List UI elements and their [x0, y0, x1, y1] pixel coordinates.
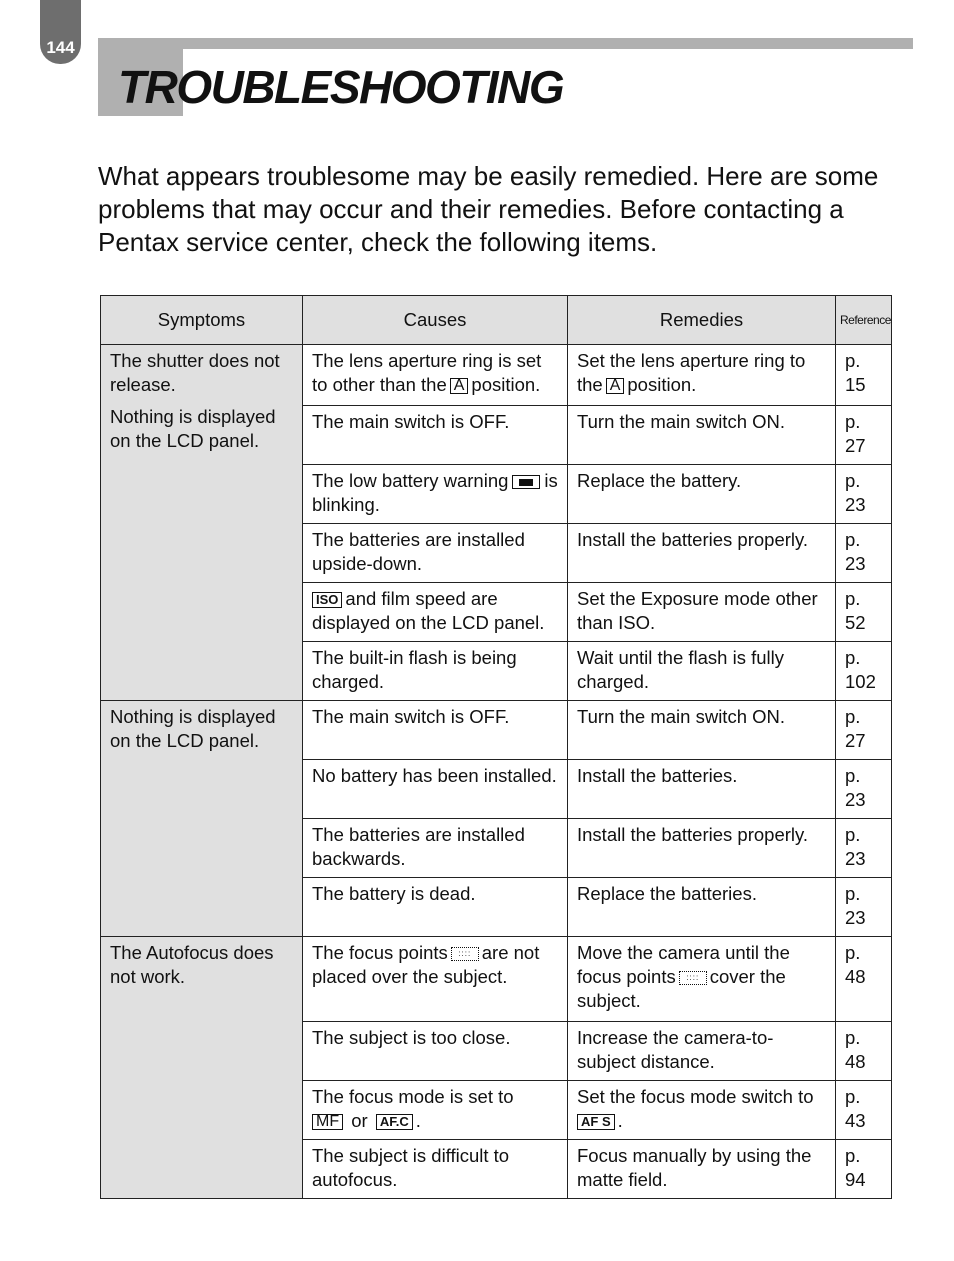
remedy-cell — [568, 345, 836, 406]
header-bar — [98, 38, 913, 49]
symptom-cell — [101, 701, 303, 937]
iso-icon: ISO — [312, 592, 342, 608]
afs-icon: AF S — [577, 1114, 615, 1130]
intro-paragraph: What appears troublesome may be easily remedied. Here are some problems that may occur and their remedies. Before contacting a Pentax service center, check the following items. — [98, 161, 879, 257]
page-number-tab — [40, 0, 81, 64]
focus-points-icon: :::: — [451, 947, 479, 961]
cause-cell — [303, 1081, 568, 1140]
remedy-text: Set the focus mode switch to — [577, 1086, 814, 1107]
symptom-text: Nothing is displayed on the LCD panel. — [110, 406, 276, 451]
cause-text: are not placed over the subject. — [312, 942, 540, 987]
cause-cell: The subject is difficult to autofocus. — [303, 1140, 568, 1199]
cause-text: The focus points — [312, 942, 448, 963]
remedy-cell — [568, 937, 836, 1022]
header-symptoms: Symptoms — [101, 296, 303, 345]
cause-text: The lens aperture ring is set to other than the — [312, 350, 542, 395]
aperture-a-icon: A — [606, 378, 625, 394]
remedy-cell: Install the batteries properly. — [568, 524, 836, 583]
reference-cell: p. 52 — [836, 583, 892, 642]
symptom-text: Nothing is displayed on the LCD panel. — [110, 706, 276, 751]
remedy-text: position. — [627, 374, 697, 395]
remedy-cell: Replace the batteries. — [568, 878, 836, 937]
afc-icon: AF.C — [376, 1114, 413, 1130]
symptom-text: The shutter does not release. — [110, 350, 280, 395]
cause-cell: The batteries are installed backwards. — [303, 819, 568, 878]
reference-cell: p. 48 — [836, 937, 892, 1022]
cause-cell: The batteries are installed upside-down. — [303, 524, 568, 583]
reference-cell: p. 15 — [836, 345, 892, 406]
cause-text: . — [415, 1110, 421, 1131]
reference-cell: p. 23 — [836, 524, 892, 583]
cause-cell — [303, 937, 568, 1022]
reference-cell: p. 23 — [836, 819, 892, 878]
table-row — [101, 937, 892, 1022]
remedy-cell: Focus manually by using the matte field. — [568, 1140, 836, 1199]
remedy-cell: Set the Exposure mode other than ISO. — [568, 583, 836, 642]
symptom-cell — [101, 937, 303, 1199]
reference-cell: p. 27 — [836, 406, 892, 465]
remedy-text: cover the subject. — [577, 966, 786, 1011]
reference-cell: p. 23 — [836, 878, 892, 937]
header-reference: Reference — [836, 296, 892, 345]
cause-cell — [303, 345, 568, 406]
cause-text: is blinking. — [312, 470, 558, 515]
mf-icon: MF — [312, 1114, 343, 1130]
cause-text: and film speed are displayed on the LCD panel. — [312, 588, 545, 633]
table-header-row — [101, 296, 892, 345]
troubleshooting-table — [100, 295, 892, 1199]
cause-text: The focus mode is set to — [312, 1086, 514, 1107]
cause-text: position. — [471, 374, 541, 395]
aperture-a-icon: A — [450, 378, 469, 394]
symptom-cell — [101, 345, 303, 701]
focus-points-icon: :::: — [679, 971, 707, 985]
table-row — [101, 701, 892, 760]
cause-cell: The built-in flash is being charged. — [303, 642, 568, 701]
reference-cell: p. 23 — [836, 465, 892, 524]
header-causes: Causes — [303, 296, 568, 345]
header-remedies: Remedies — [568, 296, 836, 345]
cause-text: The low battery warning — [312, 470, 509, 491]
reference-cell: p. 27 — [836, 701, 892, 760]
remedy-cell: Wait until the flash is fully charged. — [568, 642, 836, 701]
cause-cell: The subject is too close. — [303, 1022, 568, 1081]
low-battery-icon — [512, 475, 540, 489]
page-number: 144 — [46, 38, 75, 57]
remedy-cell: Turn the main switch ON. — [568, 701, 836, 760]
remedy-text: Move the camera until the focus points — [577, 942, 790, 987]
remedy-text: . — [617, 1110, 623, 1131]
reference-cell: p. 23 — [836, 760, 892, 819]
table-row — [101, 345, 892, 406]
cause-cell — [303, 583, 568, 642]
cause-cell: The main switch is OFF. — [303, 701, 568, 760]
remedy-cell — [568, 1081, 836, 1140]
remedy-text: Set the lens aperture ring to the — [577, 350, 806, 395]
cause-cell: The main switch is OFF. — [303, 406, 568, 465]
page-title: TROUBLESHOOTING — [118, 61, 564, 113]
cause-text: or — [351, 1110, 368, 1131]
cause-cell — [303, 465, 568, 524]
cause-cell: The battery is dead. — [303, 878, 568, 937]
reference-cell: p. 102 — [836, 642, 892, 701]
remedy-cell: Install the batteries. — [568, 760, 836, 819]
remedy-cell: Install the batteries properly. — [568, 819, 836, 878]
remedy-cell: Replace the battery. — [568, 465, 836, 524]
remedy-cell: Turn the main switch ON. — [568, 406, 836, 465]
reference-cell: p. 48 — [836, 1022, 892, 1081]
symptom-text: The Autofocus does not work. — [110, 942, 274, 987]
reference-cell: p. 43 — [836, 1081, 892, 1140]
cause-cell: No battery has been installed. — [303, 760, 568, 819]
remedy-cell: Increase the camera-to-subject distance. — [568, 1022, 836, 1081]
reference-cell: p. 94 — [836, 1140, 892, 1199]
